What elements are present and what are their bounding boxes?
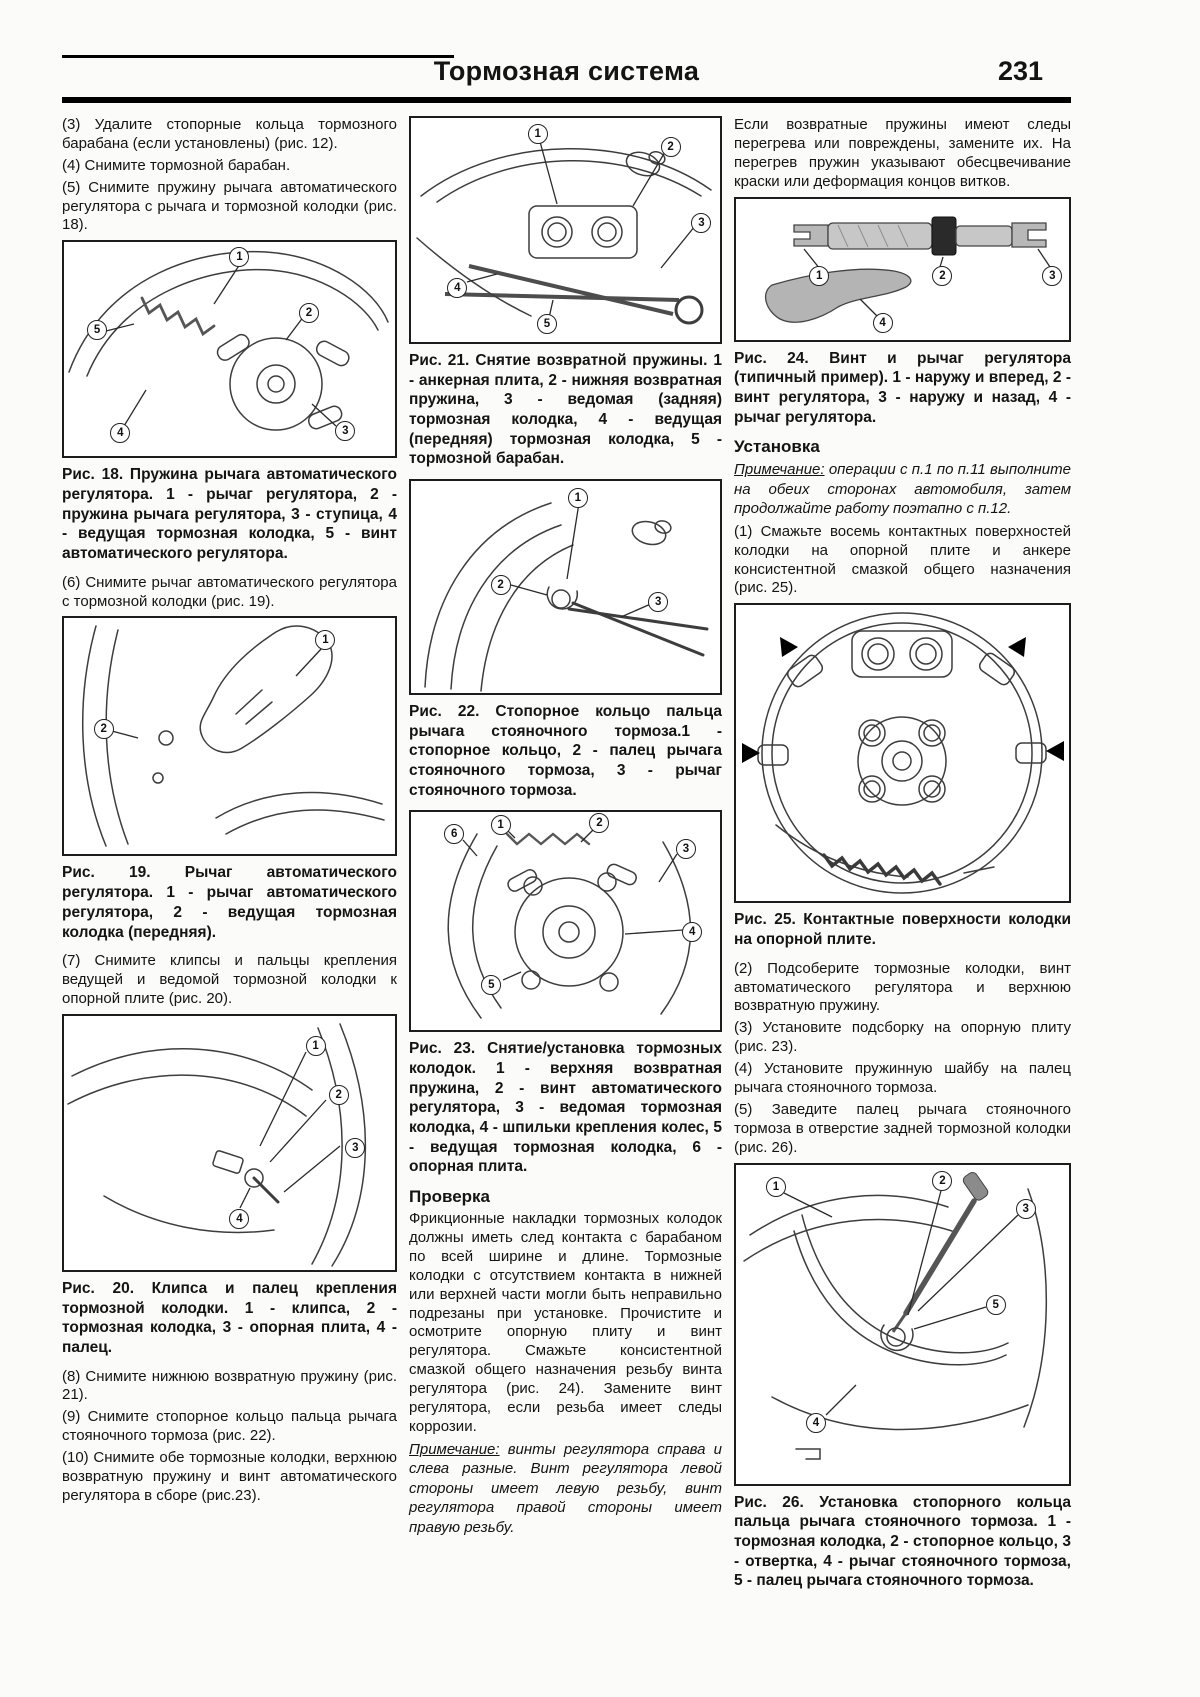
- column-right: [734, 116, 1071, 1601]
- check-text: Фрикционные накладки тормозных колодок должны иметь след контакта с барабаном по всей ширине и длине. Тормозные колодки с отсутствием контакта в нижней или верхней части могли быть неправильно подрезаны при установке. Прочистите и осмотрите опорную плиту и винт регулятора. Смажьте консистентной смазкой общего назначения резьбу винта регулятора (рис. 24). Замените винт регулятора, если резьба имеет следы коррозии.: [409, 1210, 722, 1435]
- fig24-callout-1: 1: [809, 266, 829, 286]
- fig22-callout-1: 1: [568, 488, 588, 508]
- middle-note: [409, 1440, 722, 1538]
- fig18-callout-5: 5: [87, 320, 107, 340]
- figure-22: [409, 479, 722, 695]
- install-step-2: (2) Подсоберите тормозные колодки, винт автоматического регулятора и верхнюю возвратную пружину.: [734, 959, 1071, 1015]
- page-content: [62, 116, 1071, 1601]
- step-10: (10) Снимите обе тормозные колодки, верхнюю возвратную пружину и винт автоматического регулятора в сборе (рис.23).: [62, 1449, 397, 1504]
- fig23-callout-2: 2: [589, 813, 609, 833]
- middle-note-text: винты регулятора справа и слева разные. Винт регулятора левой стороны имеет левую резьбу, винт регулятора правой стороны имеет правую резьбу.: [409, 1440, 722, 1536]
- figure-25-caption: Рис. 25. Контактные поверхности колодки на опорной плите.: [734, 911, 1071, 948]
- fig22-callout-3: 3: [648, 592, 668, 612]
- page-header: [62, 56, 1071, 92]
- install-note-label: Примечание:: [734, 461, 825, 479]
- fig26-callout-3: 3: [1016, 1199, 1036, 1219]
- figure-21: [409, 116, 722, 344]
- step-9: (9) Снимите стопорное кольцо пальца рычага стояночного тормоза (рис. 22).: [62, 1408, 397, 1445]
- fig20-callout-3: 3: [345, 1138, 365, 1158]
- step-6: (6) Снимите рычаг автоматического регулятора с тормозной колодки (рис. 19).: [62, 573, 397, 610]
- fig21-callout-5: 5: [537, 314, 557, 334]
- figure-25: [734, 603, 1071, 903]
- install-note: [734, 460, 1071, 519]
- fig22-callout-2: 2: [491, 575, 511, 595]
- fig19-callout-1: 1: [315, 630, 335, 650]
- figure-19: [62, 616, 397, 856]
- fig24-callout-2: 2: [932, 266, 952, 286]
- fig18-callout-1: 1: [229, 247, 249, 267]
- step-8: (8) Снимите нижнюю возвратную пружину (рис. 21).: [62, 1367, 397, 1404]
- fig20-callout-4: 4: [229, 1209, 249, 1229]
- fig23-callout-5: 5: [481, 975, 501, 995]
- figure-24: [734, 197, 1071, 342]
- right-intro: Если возвратные пружины имеют следы перегрева или повреждены, замените их. На перегрев пружин указывают обесцвечивание краски или деформация концов витков.: [734, 116, 1071, 190]
- fig18-callout-3: 3: [335, 421, 355, 441]
- fig26-callout-1: 1: [766, 1177, 786, 1197]
- fig20-callout-2: 2: [329, 1085, 349, 1105]
- fig21-callout-4: 4: [447, 278, 467, 298]
- fig21-callout-2: 2: [661, 137, 681, 157]
- install-step-4: (4) Установите пружинную шайбу на палец рычага стояночного тормоза.: [734, 1060, 1071, 1096]
- fig23-callout-3: 3: [676, 839, 696, 859]
- column-left: [62, 116, 397, 1601]
- figure-20: [62, 1014, 397, 1272]
- fig21-callout-1: 1: [528, 124, 548, 144]
- figure-20-caption: Рис. 20. Клипса и палец крепления тормозной колодки. 1 - клипса, 2 - тормозная колодка, 3 - опорная плита, 4 - палец.: [62, 1279, 397, 1356]
- figure-19-caption: Рис. 19. Рычаг автоматического регулятора. 1 - рычаг автоматического регулятора, 2 - ведущая тормозная колодка (передняя).: [62, 864, 397, 941]
- check-heading: Проверка: [409, 1187, 491, 1207]
- figure-21-caption: Рис. 21. Снятие возвратной пружины. 1 - анкерная плита, 2 - нижняя возвратная пружина, 3 - ведомая (задняя) тормозная колодка, 4 - ведущая (передняя) тормозная колодка, 5 - тормозной барабан.: [409, 352, 722, 468]
- step-3: (3) Удалите стопорные кольца тормозного барабана (если установлены) (рис. 12).: [62, 116, 397, 152]
- figure-24-drawing: [736, 199, 1069, 340]
- page-title: Тормозная система: [433, 56, 700, 86]
- step-7: (7) Снимите клипсы и пальцы крепления ведущей и ведомой тормозной колодки к опорной плите (рис. 20).: [62, 952, 397, 1007]
- step-4: (4) Снимите тормозной барабан.: [62, 156, 291, 174]
- step-5: (5) Снимите пружину рычага автоматического регулятора с рычага и тормозной колодки (рис. 18).: [62, 178, 397, 234]
- figure-26-caption: Рис. 26. Установка стопорного кольца пальца рычага стояночного тормоза. 1 - тормозная колодка, 2 - стопорное кольцо, 3 - отвертка, 4 - рычаг стояночного тормоза, 5 - палец рычага стояночного тормоза.: [734, 1493, 1071, 1590]
- fig19-callout-2: 2: [94, 719, 114, 739]
- fig26-callout-2: 2: [932, 1171, 952, 1191]
- figure-23-drawing: [411, 812, 720, 1030]
- fig23-callout-1: 1: [491, 815, 511, 835]
- page-number: 231: [997, 56, 1043, 86]
- fig24-callout-4: 4: [873, 313, 893, 333]
- header-rule: [62, 97, 1071, 103]
- install-heading: Установка: [734, 437, 820, 457]
- figure-22-caption: Рис. 22. Стопорное кольцо пальца рычага стояночного тормоза.1 - стопорное кольцо, 2 - палец рычага стояночного тормоза, 3 - рычаг стояночного тормоза.: [409, 703, 722, 799]
- fig23-callout-4: 4: [682, 922, 702, 942]
- fig18-callout-4: 4: [110, 423, 130, 443]
- install-step-1: (1) Смажьте восемь контактных поверхностей колодки на опорной плите и анкере консистентной смазкой общего назначения (рис. 25).: [734, 522, 1071, 597]
- figure-22-drawing: [411, 481, 720, 693]
- figure-25-drawing: [736, 605, 1069, 901]
- fig21-callout-3: 3: [691, 213, 711, 233]
- install-step-3: (3) Установите подсборку на опорную плиту (рис. 23).: [734, 1019, 1071, 1056]
- figure-26: [734, 1163, 1071, 1486]
- fig26-callout-5: 5: [986, 1295, 1006, 1315]
- middle-note-label: Примечание:: [409, 1440, 500, 1458]
- install-note-text: операции с п.1 по п.11 выполните на обеих сторонах автомобиля, затем продолжайте работу поэтапно с п.12.: [734, 461, 1071, 518]
- fig24-callout-3: 3: [1042, 266, 1062, 286]
- figure-18-caption: Рис. 18. Пружина рычага автоматического регулятора. 1 - рычаг регулятора, 2 - пружина рычага регулятора, 3 - ступица, 4 - ведущая тормозная колодка, 5 - винт автоматического регулятора.: [62, 466, 397, 563]
- fig23-callout-6: 6: [444, 824, 464, 844]
- install-step-5: (5) Заведите палец рычага стояночного тормоза в отверстие задней тормозной колодки (рис. 26).: [734, 1100, 1071, 1156]
- column-middle: [409, 116, 722, 1601]
- figure-18: [62, 240, 397, 458]
- fig20-callout-1: 1: [306, 1036, 326, 1056]
- figure-23: [409, 810, 722, 1032]
- fig18-callout-2: 2: [299, 303, 319, 323]
- fig26-callout-4: 4: [806, 1413, 826, 1433]
- figure-24-caption: Рис. 24. Винт и рычаг регулятора (типичный пример). 1 - наружу и вперед, 2 - винт регулятора, 3 - наружу и назад, 4 - рычаг регулятора.: [734, 349, 1071, 426]
- figure-19-drawing: [64, 618, 395, 854]
- figure-23-caption: Рис. 23. Снятие/установка тормозных колодок. 1 - верхняя возвратная пружина, 2 - винт автоматического регулятора, 3 - ведомая тормозная колодка, 4 - шпильки крепления колес, 5 - ведущая тормозная колодка, 6 - опорная плита.: [409, 1040, 722, 1176]
